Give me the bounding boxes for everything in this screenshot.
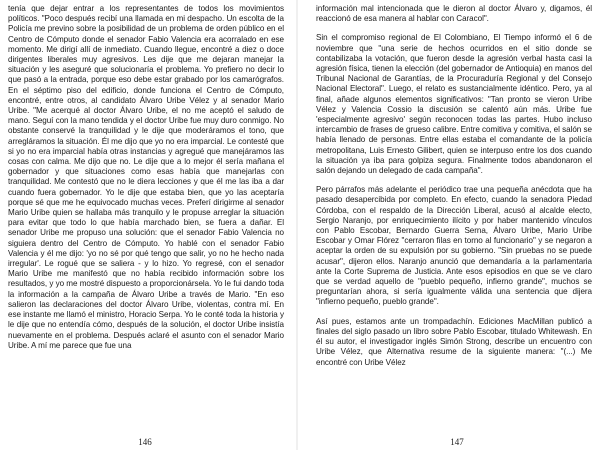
left-page-paragraph: tenía que dejar entrar a los representantes de todos los movimientos políticos. "Poco después recibí una llamada en mi despacho. Un escolta de la Policía me previno sobre la posibilidad de un problema de orden público en el Centro de Cómputo donde el senador Fabio Valencia era acorralado en ese momento. Me dirigí allí de inmediato. Cuando llegue, encontré a diez o doce dirigentes liberales muy agresivos. Les dije que me dejaran manejar la situación y les aseguré que solucionaría el problema. Yo prefiero no decir lo que pasó a la entrada, porque eso debe estar grabado por los camarógrafos. En el séptimo piso del edificio, donde funciona el Centro de Cómputo, encontré, entre otros, al candidato Álvaro Uribe Vélez y al senador Mario Uribe. "Me acerqué al doctor Álvaro Uribe, el no me aceptó el saludo de mano. Seguí con la mano tendida y el doctor Uribe fue muy duro conmigo. No obstante conservé la tranquilidad y le dije que moderáramos el tono, que arregláramos la situación. Él me dijo que yo no era imparcial. Le contesté que si yo no era imparcial había otras instancias y agregué que manejáramos las cosas con calma. Me dijo que no. Le dije que a lo mejor él sería mañana el gobernador y que situaciones como esas había que manejarlas con tranquilidad. Me contestó que no le diera lecciones y que él me las iba a dar cuando fuera gobernador. Yo le dije que estaba bien, que yo las aceptaría porque sé que me he equivocado muchas veces. Preferí dirigirme al senador Mario Uribe quien se hallaba más tranquilo y le propuse arreglar la situación para evitar que todo lo que había marchado bien, se fuera a dañar. El senador Uribe me propuso una solución: que el senador Fabio Valencia no siguiera dentro del Centro de Cómputo. Yo hablé con el senador Fabio Valencia y él me dijo: 'yo no sé por qué tengo que salir, yo no he hecho nada irregular'. Le rogué que se saliera - y lo hizo. Yo regresé, con el senador Mario Uribe me manifestó que no había recibido información sobre los resultados, y yo me mostré dispuesto a proporcionársela. Yo le fui dando toda la información a la campaña de Álvaro Uribe a través de Mario. "En eso salieron las declaraciones del doctor Álvaro Uribe, violentas, contra mí. En ese instante me llamó el ministro, Horacio Serpa. Yo le conté toda la historia y le dije que no entendía cómo, después de la solución, el doctor Uribe insistía nuevamente en el problema. Después aclaré el asunto con el senador Mario Uribe. A mí me parece que fue una	[8, 4, 284, 350]
right-page-paragraph: Sin el compromiso regional de El Colombiano, El Tiempo informó el 6 de noviembre que "una serie de hechos ocurridos en el sitio donde se contabilizaba la votación, que fueron desde la agresión verbal hasta casi la agresión física, tienen la elección (del gobernador de Antioquia) en manos del Tribunal Nacional de Garantías, de la Procuraduría Regional y del Consejo Nacional Electoral". Luego, el relato es sustancialmente idéntico. Pero, ya al final, añade algunos elementos significativos: "Tan pronto se vieron Uribe Vélez y Valencia Cossio la discusión se calentó aún más. Uribe fue 'especialmente agresivo' según reconocen todas las partes. Hubo incluso intercambio de frases de grueso calibre. Entre comitiva y comitiva, el salón se había llenado de personas. Entre ellas estaba el comandante de la policía metropolitana, Luis Ernesto Gilibert, quien se interpuso entre los dos cuando la situación ya iba para golpiza segura. Finalmente todos abandonaron el salón dejando un delegado de cada campaña".	[316, 33, 592, 176]
right-page-paragraph: Pero párrafos más adelante el periódico trae una pequeña anécdota que ha pasado desapercibida por completo. En efecto, cuando la senadora Piedad Córdoba, con el respaldo de la Dirección Liberal, acusó al alcalde electo, Sergio Naranjo, por enriquecimiento ilícito y por haber mantenido vínculos con Pablo Escobar, Bernardo Guerra Serna, Álvaro Uribe, Mario Uribe Escobar y Omar Flórez "cerraron filas en torno al funcionario" y se negaron a aceptar la orden de su expulsión por su gobierno. "Sin pruebas no se puede acusar", dijeron ellos. Naranjo anunció que demandaría a la parlamentaria ante la Corte Suprema de Justicia. Ante esos episodios en que se ve claro que se verdad aquello de "pueblo pequeño, infierno grande", muchos se preguntarían ahora, si sería igualmente válida una sentencia que dijera "infierno pequeño, pueblo grande".	[316, 185, 592, 307]
book-gutter	[296, 0, 298, 450]
right-page-paragraph: Así pues, estamos ante un trompadachín. Ediciones MacMillan publicó a finales del siglo pasado un libro sobre Pablo Escobar, titulado Whitewash. En él su autor, el investigador inglés Simón Strong, describe un encuentro con Uribe Vélez, que Alternativa resume de la siguiente manera: "(...) Me encontré con Uribe Vélez	[316, 316, 592, 367]
left-page	[8, 4, 284, 351]
right-page	[316, 4, 592, 376]
right-page-paragraph: información mal intencionada que le dieron al doctor Álvaro y, digamos, él reaccionó de esa manera al hablar con Caracol".	[316, 4, 592, 24]
right-page-number: 147	[450, 437, 464, 447]
left-page-number: 146	[138, 437, 152, 447]
